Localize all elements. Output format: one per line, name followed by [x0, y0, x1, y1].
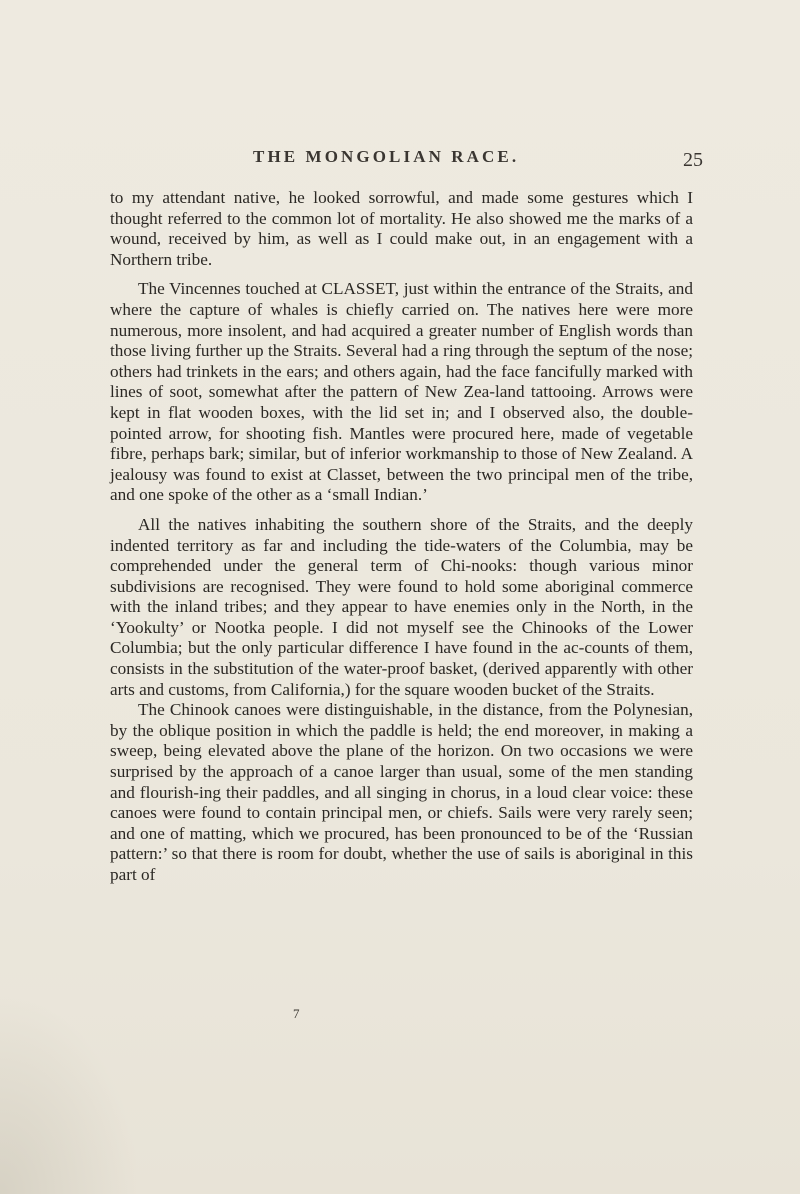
running-head — [0, 147, 800, 173]
paragraph-3: All the natives inhabiting the southern shore of the Straits, and the deeply indented territory as far and including the tide-waters of the Columbia, may be comprehended under the general term of Chi-nooks: though various minor subdivisions are recognised. They were found to hold some aboriginal commerce with the inland tribes; and they appear to have enemies only in the North, in the ‘Yookulty’ or Nootka people. I did not myself see the Chinooks of the Lower Columbia; but the only particular difference I have found in the ac-counts of them, consists in the substitution of the water-proof basket, (derived apparently with other arts and customs, from California,) for the square wooden bucket of the Straits. — [110, 514, 693, 699]
page-number: 25 — [683, 149, 703, 171]
paragraph-2: The Vincennes touched at CLASSET, just within the entrance of the Straits, and where the capture of whales is chiefly carried on. The natives here were more numerous, more insolent, and had acquired a greater number of English words than those living further up the Straits. Several had a ring through the septum of the nose; others had trinkets in the ears; and others again, had the face fancifully marked with lines of soot, somewhat after the pattern of New Zea-land tattooing. Arrows were kept in flat wooden boxes, with the lid set in; and I observed also, the double-pointed arrow, for shooting fish. Mantles were procured here, made of vegetable fibre, perhaps bark; similar, but of inferior workmanship to those of New Zealand. A jealousy was found to exist at Classet, between the two principal men of the tribe, and one spoke of the other as a ‘small Indian.’ — [110, 279, 693, 505]
signature-mark: 7 — [293, 1006, 300, 1021]
paragraph-1: to my attendant native, he looked sorrowful, and made some gestures which I thought referred to the common lot of mortality. He also showed me the marks of a wound, received by him, as well as I could make out, in an engagement with a Northern tribe. — [110, 188, 693, 269]
running-title: THE MONGOLIAN RACE. — [253, 147, 520, 166]
paragraph-4: The Chinook canoes were distinguishable, in the distance, from the Polynesian, by the oblique position in which the paddle is held; the end moreover, in making a sweep, being elevated above the plane of the horizon. On two occasions we were surprised by the approach of a canoe larger than usual, some of the men standing and flourish-ing their paddles, and all singing in chorus, in a loud clear voice: these canoes were found to contain principal men, or chiefs. Sails were very rarely seen; and one of matting, which we procured, has been pronounced to be of the ‘Russian pattern:’ so that there is room for doubt, whether the use of sails is aboriginal in this part of — [110, 700, 693, 884]
body-text — [110, 188, 693, 886]
page-corner-shadow — [0, 994, 140, 1194]
